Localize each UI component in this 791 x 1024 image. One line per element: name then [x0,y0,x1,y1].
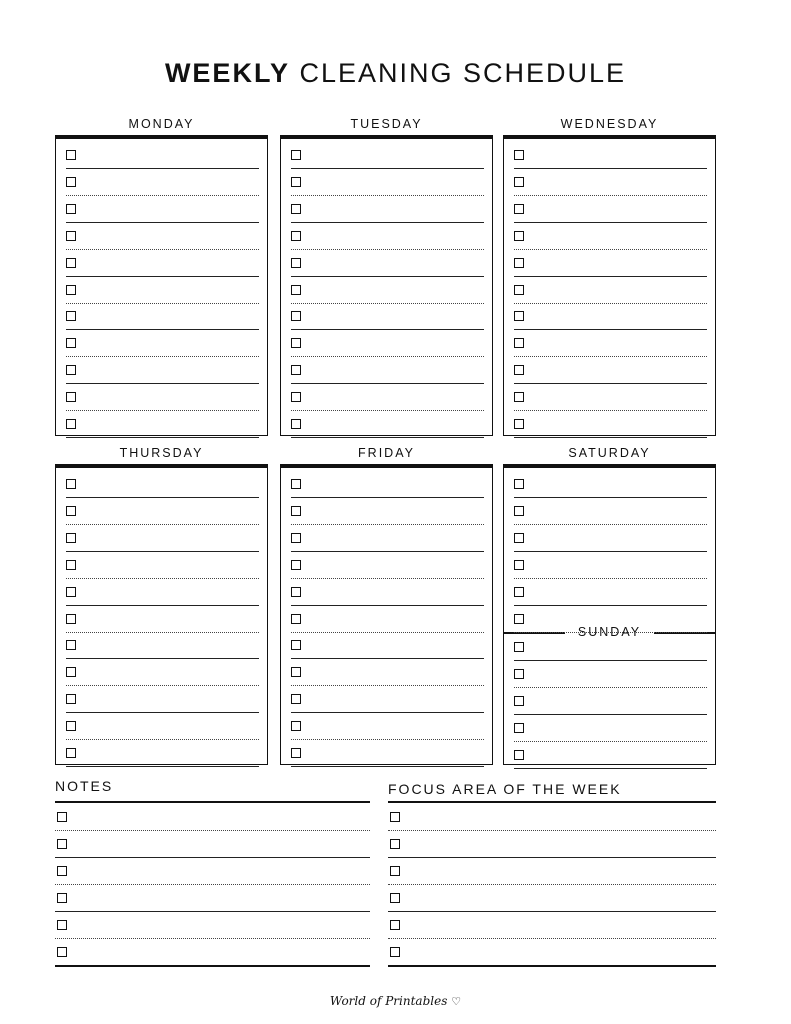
checkbox[interactable] [291,392,301,402]
checklist-row [291,142,484,169]
wednesday-box [503,135,716,436]
checkbox[interactable] [66,560,76,570]
checklist-row [291,169,484,196]
checkbox[interactable] [514,533,524,543]
checklist-row [514,688,707,715]
checklist-row [514,552,707,579]
checklist-row [388,831,716,858]
checkbox[interactable] [514,642,524,652]
checkbox[interactable] [291,365,301,375]
footer-brand [0,994,791,1008]
checklist-row [66,303,259,330]
footer-brand-text: World of Printables [329,994,448,1008]
checkbox[interactable] [57,866,67,876]
checkbox[interactable] [66,748,76,758]
checklist-row [514,742,707,769]
checkbox[interactable] [514,365,524,375]
checkbox[interactable] [291,533,301,543]
checkbox[interactable] [514,560,524,570]
checkbox[interactable] [291,419,301,429]
checkbox[interactable] [514,177,524,187]
checklist-row [66,525,259,552]
friday-box [280,464,493,765]
checkbox[interactable] [514,723,524,733]
checklist-row [66,740,259,767]
checkbox[interactable] [66,338,76,348]
sunday-label: SUNDAY [577,625,642,639]
checkbox[interactable] [66,721,76,731]
checklist-row [291,471,484,498]
page-title [0,58,791,89]
checkbox[interactable] [291,587,301,597]
checklist-row [514,196,707,223]
checkbox[interactable] [291,231,301,241]
checkbox[interactable] [66,640,76,650]
checkbox[interactable] [57,812,67,822]
checklist-row [388,912,716,939]
focus-label: FOCUS AREA OF THE WEEK [388,781,622,797]
checkbox[interactable] [291,150,301,160]
checklist-row [514,384,707,411]
checkbox[interactable] [390,812,400,822]
checklist-row [514,142,707,169]
checkbox[interactable] [66,392,76,402]
checkbox[interactable] [291,285,301,295]
checklist-row [291,632,484,659]
checklist-row [291,196,484,223]
checkbox[interactable] [291,560,301,570]
checkbox[interactable] [390,866,400,876]
checkbox[interactable] [514,338,524,348]
checkbox[interactable] [291,177,301,187]
checklist-row [66,384,259,411]
checklist-row [291,552,484,579]
checkbox[interactable] [57,893,67,903]
checkbox[interactable] [291,258,301,268]
monday-label: MONDAY [128,117,195,131]
checklist-row [291,659,484,686]
checklist-row [66,498,259,525]
checkbox[interactable] [514,614,524,624]
thursday-label: THURSDAY [119,446,204,460]
title-rest: CLEANING SCHEDULE [299,58,627,88]
checkbox[interactable] [57,920,67,930]
saturday-label: SATURDAY [568,446,651,460]
write-line[interactable] [514,768,707,769]
checkbox[interactable] [390,947,400,957]
heart-icon: ♡ [451,995,462,1008]
checkbox[interactable] [514,696,524,706]
checklist-row [388,939,716,966]
checkbox[interactable] [514,204,524,214]
checklist-row [66,330,259,357]
checkbox[interactable] [291,479,301,489]
checklist-row [514,498,707,525]
checklist-row [55,912,370,939]
write-line[interactable] [291,766,484,767]
checkbox[interactable] [514,587,524,597]
checkbox[interactable] [66,419,76,429]
checklist-row [66,632,259,659]
checkbox[interactable] [66,365,76,375]
checklist-row [55,858,370,885]
checklist-row [55,804,370,831]
checklist-row [514,606,707,633]
checklist-row [514,525,707,552]
checkbox[interactable] [390,920,400,930]
monday-box [55,135,268,436]
checklist-row [514,357,707,384]
checkbox[interactable] [66,479,76,489]
checkbox[interactable] [66,231,76,241]
write-line[interactable] [66,766,259,767]
checkbox[interactable] [57,839,67,849]
write-line[interactable] [514,632,707,633]
write-line[interactable] [291,437,484,438]
notes-rule [55,801,370,803]
checkbox[interactable] [291,640,301,650]
checklist-row [514,330,707,357]
title-bold: WEEKLY [164,58,290,88]
checklist-row [66,142,259,169]
checklist-row [291,357,484,384]
checkbox[interactable] [514,479,524,489]
checkbox[interactable] [291,667,301,677]
checkbox[interactable] [66,258,76,268]
checklist-row [66,713,259,740]
checklist-row [388,804,716,831]
checkbox[interactable] [514,750,524,760]
checklist-row [514,634,707,661]
checkbox[interactable] [291,506,301,516]
checkbox[interactable] [514,258,524,268]
checkbox[interactable] [57,947,67,957]
checklist-row [291,250,484,277]
checklist-row [514,579,707,606]
checklist-row [291,411,484,438]
checkbox[interactable] [66,150,76,160]
checkbox[interactable] [66,204,76,214]
checkbox[interactable] [390,893,400,903]
checklist-row [514,661,707,688]
focus-rule [388,801,716,803]
checkbox[interactable] [291,614,301,624]
tuesday-box [280,135,493,436]
checkbox[interactable] [291,338,301,348]
checkbox[interactable] [514,392,524,402]
checklist-row [66,196,259,223]
checkbox[interactable] [66,587,76,597]
checklist-row [291,277,484,304]
write-line[interactable] [66,437,259,438]
section-end-rule [388,965,716,967]
checklist-row [514,250,707,277]
friday-label: FRIDAY [358,446,415,460]
checklist-row [66,552,259,579]
checkbox[interactable] [66,614,76,624]
checkbox[interactable] [291,748,301,758]
checkbox[interactable] [291,694,301,704]
checkbox[interactable] [514,150,524,160]
checkbox[interactable] [66,311,76,321]
checklist-row [388,885,716,912]
checkbox[interactable] [66,285,76,295]
notes-label: NOTES [55,778,114,794]
checkbox[interactable] [291,721,301,731]
checklist-row [66,223,259,250]
checklist-row [66,579,259,606]
checkbox[interactable] [514,231,524,241]
checklist-row [66,250,259,277]
checklist-row [66,277,259,304]
checkbox[interactable] [291,311,301,321]
checklist-row [291,223,484,250]
checklist-row [291,579,484,606]
checkbox[interactable] [514,311,524,321]
checklist-row [514,411,707,438]
section-end-rule [55,965,370,967]
checklist-row [514,303,707,330]
checklist-row [514,169,707,196]
checklist-row [291,686,484,713]
checklist-row [66,411,259,438]
checklist-row [291,740,484,767]
write-line[interactable] [514,437,707,438]
checklist-row [291,606,484,633]
checkbox[interactable] [514,669,524,679]
checklist-row [55,885,370,912]
checklist-row [514,471,707,498]
checkbox[interactable] [66,667,76,677]
checklist-row [514,715,707,742]
checklist-row [66,659,259,686]
checklist-row [291,498,484,525]
checkbox[interactable] [66,533,76,543]
checklist-row [388,858,716,885]
checklist-row [291,713,484,740]
checkbox[interactable] [66,506,76,516]
checkbox[interactable] [514,419,524,429]
checklist-row [291,303,484,330]
checklist-row [66,169,259,196]
checklist-row [66,686,259,713]
checkbox[interactable] [514,285,524,295]
checkbox[interactable] [66,694,76,704]
checklist-row [55,831,370,858]
checkbox[interactable] [66,177,76,187]
checkbox[interactable] [291,204,301,214]
checklist-row [66,606,259,633]
checklist-row [66,471,259,498]
saturday-box [503,464,716,765]
checklist-row [514,277,707,304]
checklist-row [66,357,259,384]
checklist-row [291,384,484,411]
checkbox[interactable] [514,506,524,516]
thursday-box [55,464,268,765]
wednesday-label: WEDNESDAY [560,117,659,131]
tuesday-label: TUESDAY [350,117,423,131]
checklist-row [55,939,370,966]
checkbox[interactable] [390,839,400,849]
checklist-row [514,223,707,250]
checklist-row [291,525,484,552]
checklist-row [291,330,484,357]
